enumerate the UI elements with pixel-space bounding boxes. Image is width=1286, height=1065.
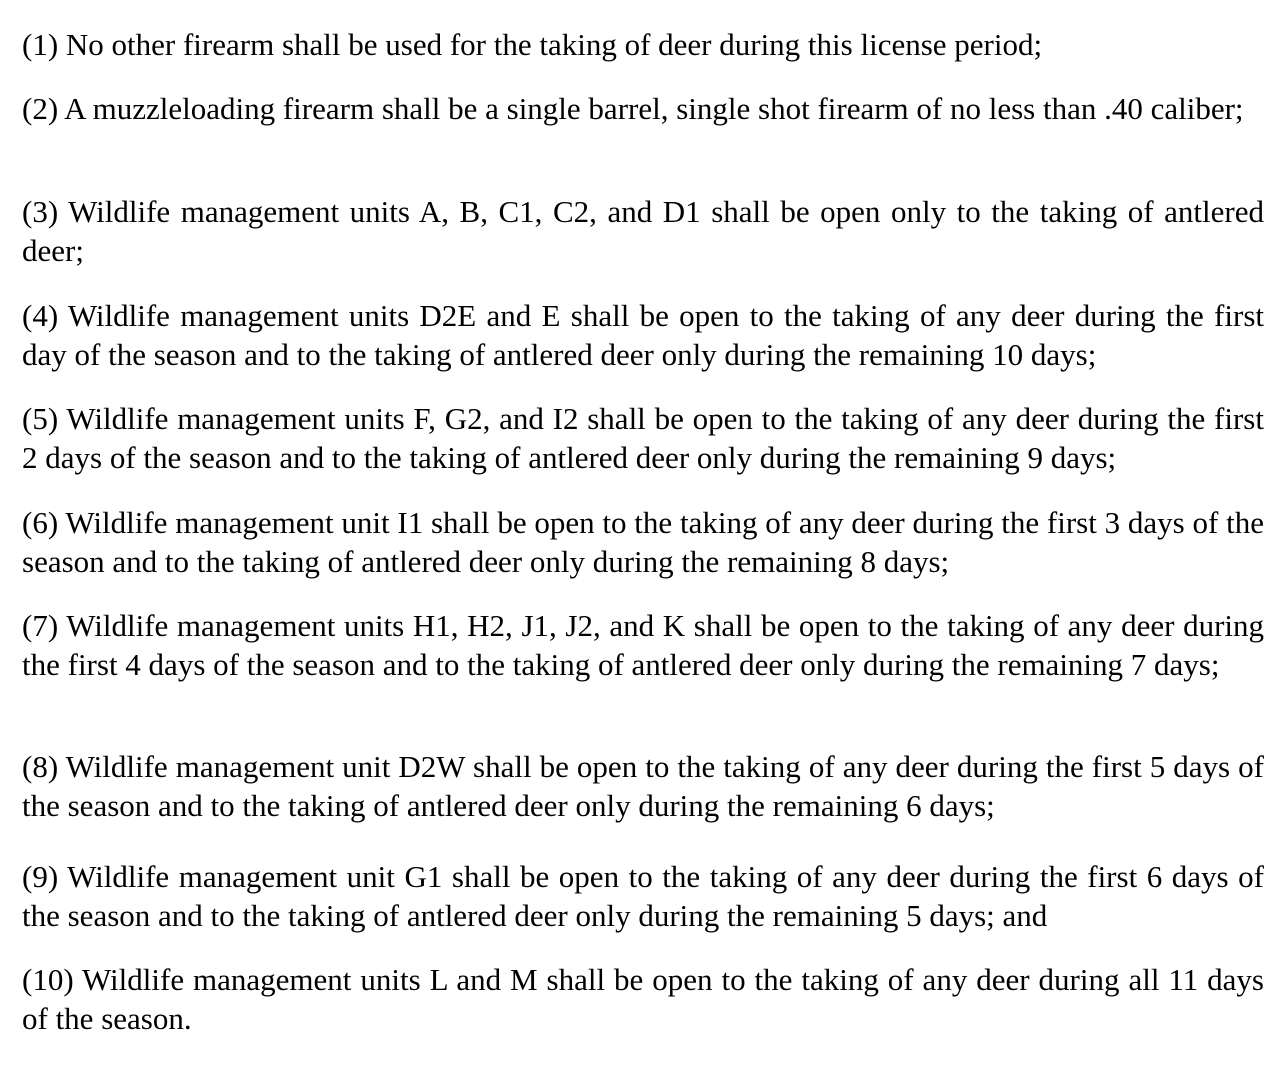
list-item-3: (3) Wildlife management units A, B, C1, C2, and D1 shall be open only to the taking of antlered deer; <box>22 194 1264 268</box>
list-item-7: (7) Wildlife management units H1, H2, J1, J2, and K shall be open to the taking of any deer during the first 4 days of the season and to the taking of antlered deer only during the remaining 7 days; <box>22 608 1264 682</box>
list-item-8: (8) Wildlife management unit D2W shall be open to the taking of any deer during the first 5 days of the season and to the taking of antlered deer only during the remaining 6 days; <box>22 749 1264 823</box>
list-item-2: (2) A muzzleloading firearm shall be a single barrel, single shot firearm of no less than .40 caliber; <box>22 91 1244 126</box>
list-item-10: (10) Wildlife management units L and M shall be open to the taking of any deer during all 11 days of the season. <box>22 962 1264 1036</box>
list-item-5: (5) Wildlife management units F, G2, and I2 shall be open to the taking of any deer during the first 2 days of the season and to the taking of antlered deer only during the remaining 9 days; <box>22 401 1264 475</box>
list-item-9: (9) Wildlife management unit G1 shall be open to the taking of any deer during the first 6 days of the season and to the taking of antlered deer only during the remaining 5 days; and <box>22 859 1264 933</box>
list-item-1: (1) No other firearm shall be used for the taking of deer during this license period; <box>22 27 1043 62</box>
list-item-6: (6) Wildlife management unit I1 shall be open to the taking of any deer during the first 3 days of the season and to the taking of antlered deer only during the remaining 8 days; <box>22 505 1264 579</box>
list-item-4: (4) Wildlife management units D2E and E shall be open to the taking of any deer during the first day of the season and to the taking of antlered deer only during the remaining 10 days; <box>22 298 1264 372</box>
